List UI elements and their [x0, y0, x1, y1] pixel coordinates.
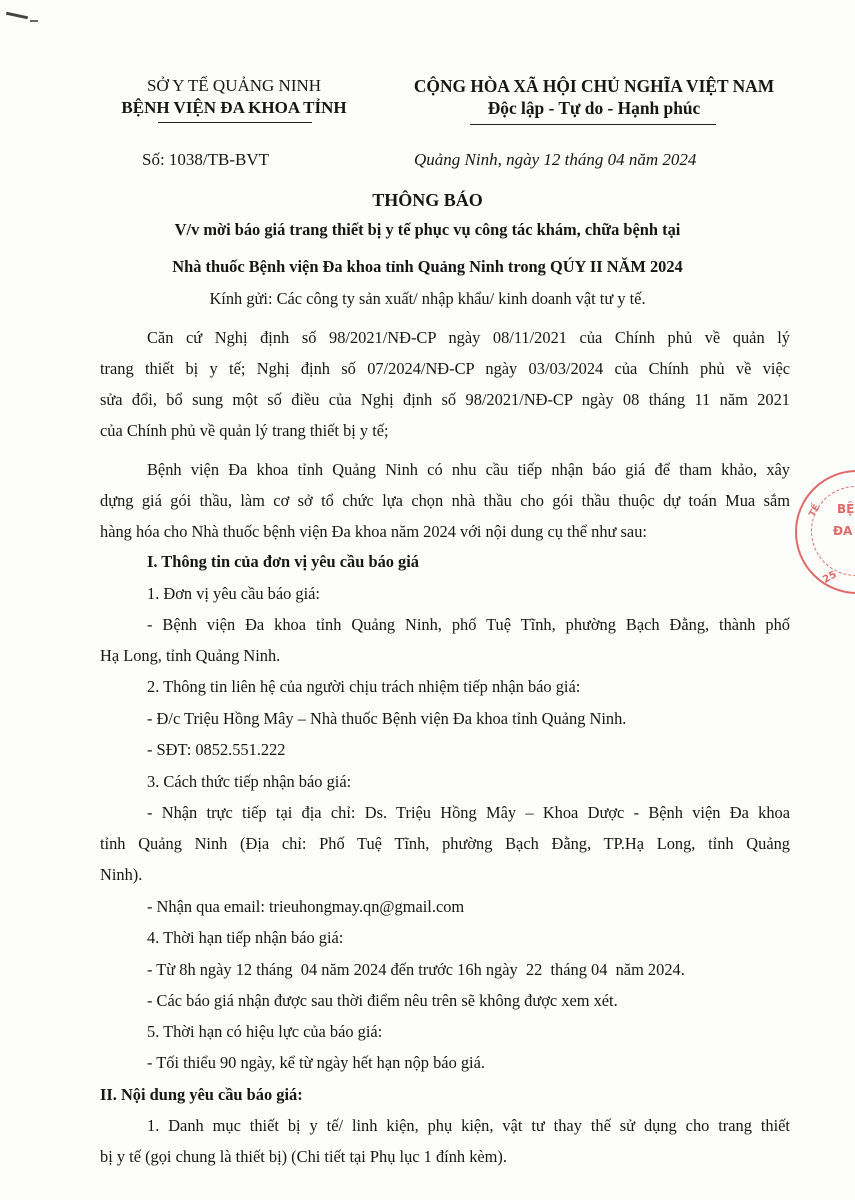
list-item: 3. Cách thức tiếp nhận báo giá:	[147, 772, 352, 791]
body-line: 1. Danh mục thiết bị y tế/ linh kiện, phụ kiện, vật tư thay thế sử dụng cho trang thiết	[147, 1116, 790, 1135]
header-left-rule	[158, 122, 312, 123]
body-line: Ninh).	[100, 865, 143, 884]
body-line: sửa đổi, bổ sung một số điều của Nghị định số 98/2021/NĐ-CP ngày 08 tháng 11 năm 2021	[100, 390, 790, 409]
body-line: - Bệnh viện Đa khoa tỉnh Quảng Ninh, phố Tuệ Tĩnh, phường Bạch Đằng, thành phố	[147, 615, 790, 634]
body-line: - Nhận trực tiếp tại địa chỉ: Ds. Triệu Hồng Mây – Khoa Dược - Bệnh viện Đa khoa	[147, 803, 790, 822]
section-heading: II. Nội dung yêu cầu báo giá:	[100, 1085, 303, 1104]
recipient-line: Kính gửi: Các công ty sản xuất/ nhập khẩu/ kinh doanh vật tư y tế.	[209, 289, 646, 308]
body-line: bị y tế (gọi chung là thiết bị) (Chi tiết tại Phụ lục 1 đính kèm).	[100, 1147, 507, 1166]
subject-line-1: V/v mời báo giá trang thiết bị y tế phục vụ công tác khám, chữa bệnh tại	[174, 220, 681, 239]
body-line: Căn cứ Nghị định số 98/2021/NĐ-CP ngày 08/11/2021 của Chính phủ về quản lý	[147, 328, 790, 347]
list-item: 4. Thời hạn tiếp nhận báo giá:	[147, 928, 344, 947]
body-line: hàng hóa cho Nhà thuốc bệnh viện Đa khoa năm 2024 với nội dung cụ thể như sau:	[100, 522, 647, 541]
email-line: - Nhận qua email: trieuhongmay.qn@gmail.com	[147, 897, 465, 916]
agency-name: SỞ Y TẾ QUẢNG NINH	[146, 76, 322, 95]
stamp-text: 25	[821, 569, 839, 586]
official-stamp	[795, 470, 855, 594]
body-line: - SĐT: 0852.551.222	[147, 740, 286, 759]
body-line: - Tối thiểu 90 ngày, kể từ ngày hết hạn nộp báo giá.	[147, 1053, 485, 1072]
list-item: 2. Thông tin liên hệ của người chịu trách nhiệm tiếp nhận báo giá:	[147, 677, 581, 696]
body-line: của Chính phủ về quản lý trang thiết bị y tế;	[100, 421, 389, 440]
hospital-name: BỆNH VIỆN ĐA KHOA TỈNH	[121, 98, 347, 117]
scan-mark	[30, 20, 38, 22]
header-right-rule	[470, 124, 716, 125]
body-line: tỉnh Quảng Ninh (Địa chỉ: Phố Tuệ Tĩnh, phường Bạch Đằng, TP.Hạ Long, tỉnh Quảng	[100, 834, 790, 853]
list-item: 1. Đơn vị yêu cầu báo giá:	[147, 584, 320, 603]
stamp-text: ĐA	[833, 524, 853, 538]
body-line: trang thiết bị y tế; Nghị định số 07/2024/NĐ-CP ngày 03/03/2024 của Chính phủ về việc	[100, 359, 790, 378]
document-title: THÔNG BÁO	[372, 190, 483, 210]
place-date: Quảng Ninh, ngày 12 tháng 04 năm 2024	[414, 150, 697, 169]
motto: Độc lập - Tự do - Hạnh phúc	[487, 98, 701, 118]
scan-mark	[6, 12, 28, 20]
body-line: dựng giá gói thầu, làm cơ sở tổ chức lựa chọn nhà thầu cho gói thầu thuộc dự toán Mua sắm	[100, 491, 790, 510]
body-line: Bệnh viện Đa khoa tỉnh Quảng Ninh có nhu cầu tiếp nhận báo giá để tham khảo, xây	[147, 460, 790, 479]
body-line: - Từ 8h ngày 12 tháng 04 năm 2024 đến trước 16h ngày 22 tháng 04 năm 2024.	[147, 960, 685, 979]
stamp-text: TẾ	[807, 503, 823, 519]
subject-line-2: Nhà thuốc Bệnh viện Đa khoa tỉnh Quảng Ninh trong QÚY II NĂM 2024	[172, 257, 683, 276]
stamp-text: BỆ	[837, 502, 855, 516]
republic-name: CỘNG HÒA XÃ HỘI CHỦ NGHĨA VIỆT NAM	[413, 76, 775, 96]
section-heading: I. Thông tin của đơn vị yêu cầu báo giá	[147, 552, 420, 571]
document-number: Số: 1038/TB-BVT	[142, 150, 270, 169]
body-line: - Các báo giá nhận được sau thời điểm nêu trên sẽ không được xem xét.	[147, 991, 618, 1010]
list-item: 5. Thời hạn có hiệu lực của báo giá:	[147, 1022, 383, 1041]
body-line: Hạ Long, tỉnh Quảng Ninh.	[100, 646, 281, 665]
body-line: - Đ/c Triệu Hồng Mây – Nhà thuốc Bệnh viện Đa khoa tỉnh Quảng Ninh.	[147, 709, 627, 728]
